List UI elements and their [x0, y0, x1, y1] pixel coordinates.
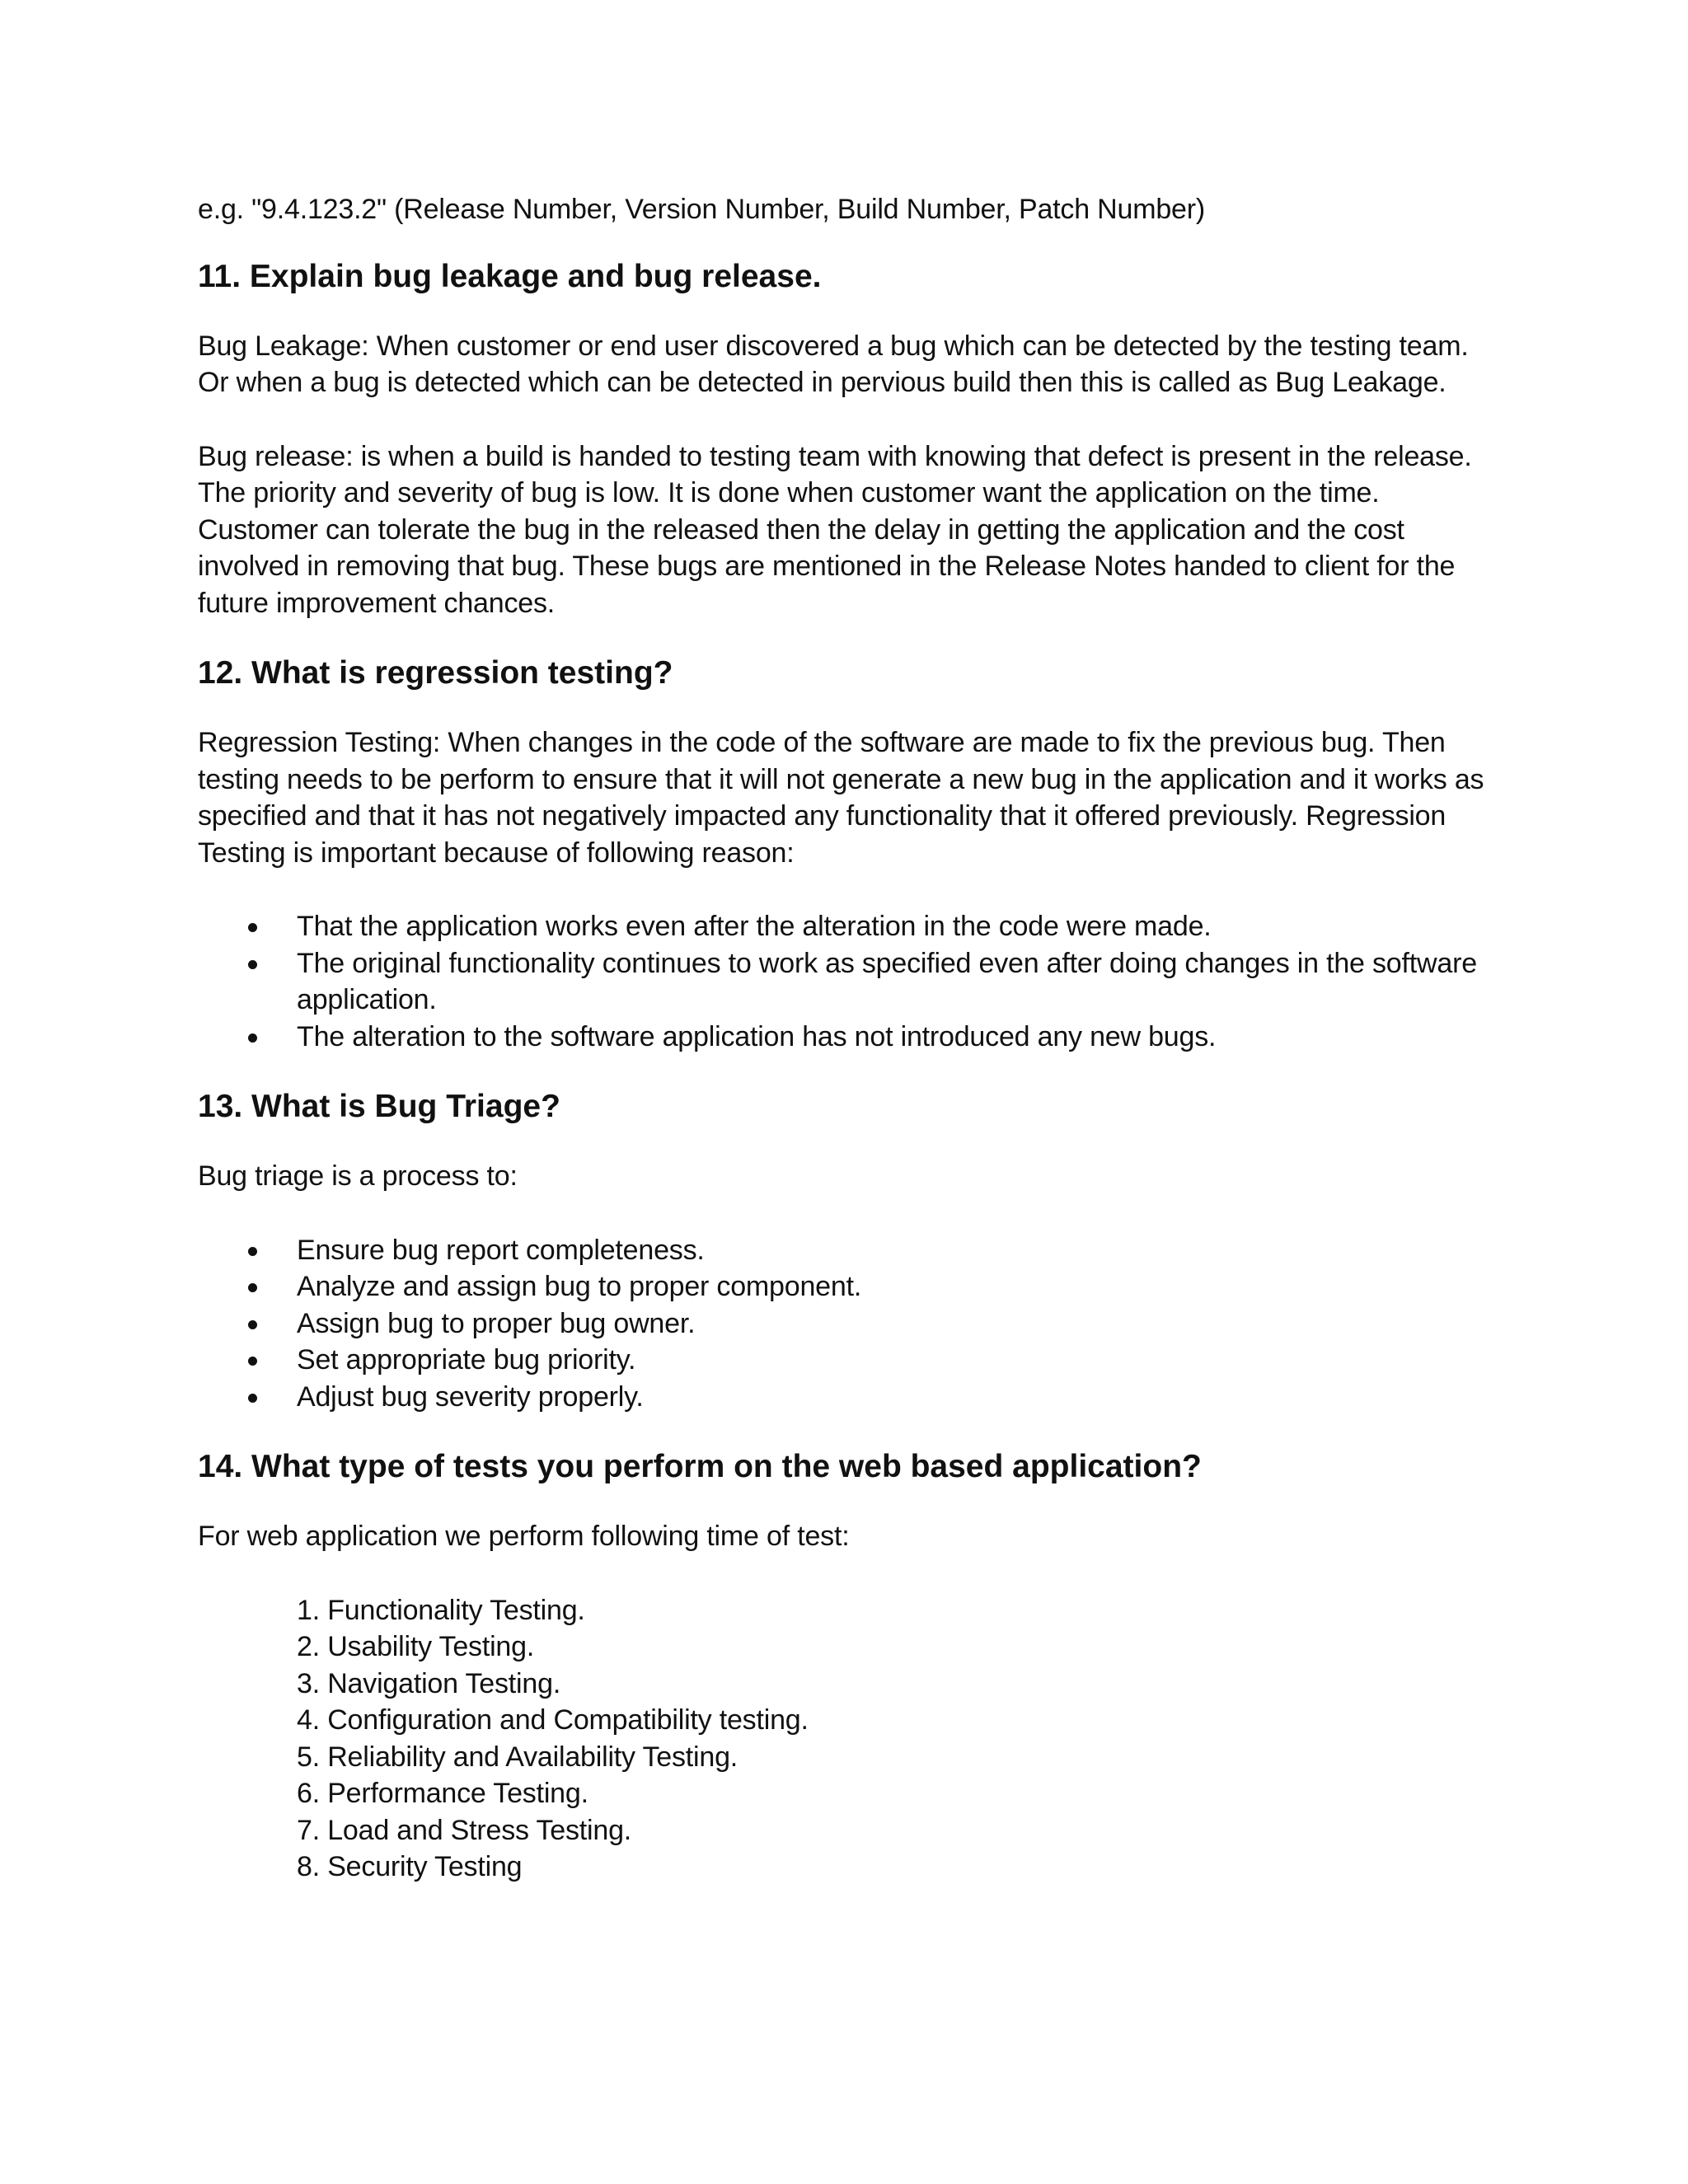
bullet-icon: [248, 1357, 257, 1366]
list-item-text: Assign bug to proper bug owner.: [297, 1307, 696, 1339]
list-item: 2. Usability Testing.: [297, 1631, 535, 1662]
list-item: [198, 1019, 1500, 1056]
web-tests-list: [198, 1592, 1500, 1886]
regression-reasons-list: [198, 908, 1500, 1055]
list-item: 6. Performance Testing.: [297, 1778, 588, 1809]
section-13-heading: 13. What is Bug Triage?: [198, 1089, 560, 1124]
bullet-icon: [248, 1247, 257, 1256]
intro-line: e.g. "9.4.123.2" (Release Number, Version Number, Build Number, Patch Number): [198, 194, 1206, 225]
list-item: 1. Functionality Testing.: [297, 1594, 585, 1626]
section-12-heading: 12. What is regression testing?: [198, 655, 673, 691]
bullet-icon: [248, 1033, 257, 1043]
bullet-icon: [248, 923, 257, 932]
list-item-text: Adjust bug severity properly.: [297, 1380, 644, 1413]
bug-release-paragraph: Bug release: is when a build is handed to testing team with knowing that defect is present in the release. The priority and severity of bug is low. It is done when customer want the application on the time. Customer can tolerate the bug in the released then the delay in getting the application and the cost involved in removing that bug. These bugs are mentioned in the Release Notes handed to client for the future improvement chances.: [198, 440, 1472, 619]
list-item: [198, 1379, 1500, 1416]
list-item-text: That the application works even after the alteration in the code were made.: [297, 911, 1212, 942]
document-body: [198, 191, 1500, 1886]
bullet-icon: [248, 1283, 257, 1292]
section-11-heading: 11. Explain bug leakage and bug release.: [198, 258, 822, 294]
list-item: [198, 1232, 1500, 1269]
list-item-text: The original functionality continues to work as specified even after doing changes in the software application.: [297, 947, 1477, 1015]
regression-testing-paragraph: Regression Testing: When changes in the code of the software are made to fix the previous bug. Then testing needs to be perform to ensure that it will not generate a new bug in the application and it works as specified and that it has not negatively impacted any functionality that it offered previously. Regression Testing is important because of following reason:: [198, 727, 1484, 869]
section-14-heading: 14. What type of tests you perform on the web based application?: [198, 1449, 1202, 1484]
list-item: [198, 1305, 1500, 1343]
list-item: [198, 1342, 1500, 1379]
list-item: 3. Navigation Testing.: [297, 1667, 561, 1699]
list-item: [198, 945, 1500, 1019]
web-tests-paragraph: For web application we perform following time of test:: [198, 1521, 850, 1552]
list-item-text: The alteration to the software application has not introduced any new bugs.: [297, 1020, 1217, 1052]
bug-triage-list: [198, 1232, 1500, 1416]
bug-triage-paragraph: Bug triage is a process to:: [198, 1160, 518, 1192]
list-item: [198, 1268, 1500, 1305]
list-item-text: Ensure bug report completeness.: [297, 1234, 705, 1266]
bullet-icon: [248, 1394, 257, 1403]
list-item: 7. Load and Stress Testing.: [297, 1814, 632, 1846]
bullet-icon: [248, 960, 257, 969]
bullet-icon: [248, 1320, 257, 1329]
list-item: 4. Configuration and Compatibility testing.: [297, 1704, 809, 1736]
list-item-text: Set appropriate bug priority.: [297, 1344, 636, 1376]
list-item: 8. Security Testing: [297, 1851, 523, 1882]
list-item-text: Analyze and assign bug to proper component.: [297, 1271, 862, 1302]
bug-leakage-paragraph: Bug Leakage: When customer or end user discovered a bug which can be detected by the testing team. Or when a bug is detected which can be detected in pervious build then this is called as Bug Leakage.: [198, 330, 1469, 398]
list-item: [198, 908, 1500, 945]
list-item: 5. Reliability and Availability Testing.: [297, 1741, 738, 1773]
